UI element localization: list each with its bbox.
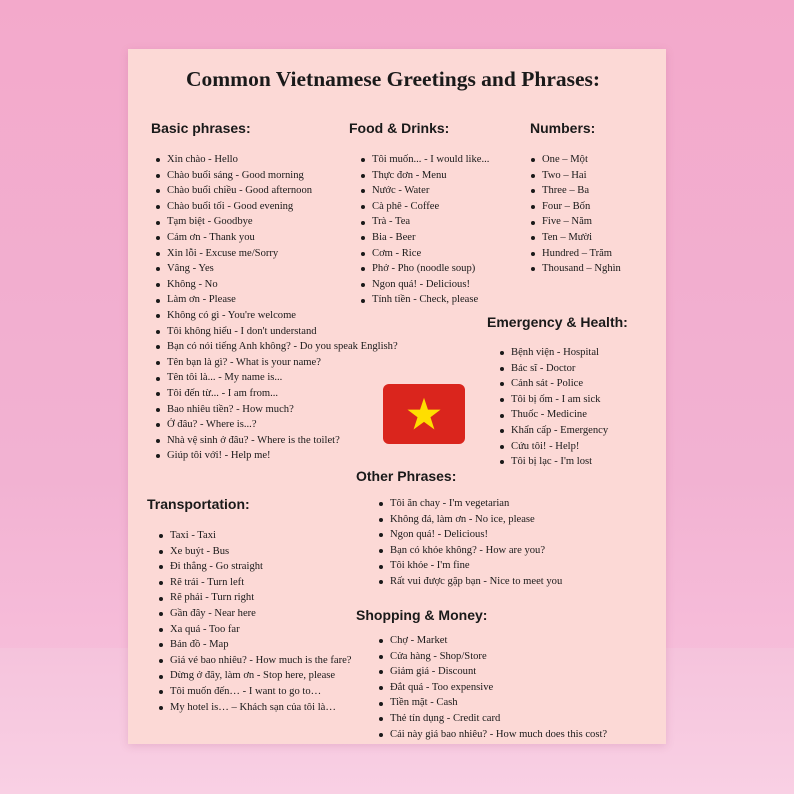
list-item: Tính tiền - Check, please bbox=[361, 292, 489, 308]
list-item: Phở - Pho (noodle soup) bbox=[361, 261, 489, 277]
list-item: Tiền mặt - Cash bbox=[379, 695, 607, 711]
list-item: Bạn có nói tiếng Anh không? - Do you speak English? bbox=[156, 339, 398, 355]
list-item: Giá vé bao nhiêu? - How much is the fare? bbox=[159, 653, 352, 669]
list-item: Nước - Water bbox=[361, 183, 489, 199]
section-heading-shopping: Shopping & Money: bbox=[356, 607, 488, 623]
section-heading-transport: Transportation: bbox=[147, 496, 250, 512]
list-item: Xa quá - Too far bbox=[159, 622, 352, 638]
list-item: Dừng ở đây, làm ơn - Stop here, please bbox=[159, 668, 352, 684]
list-emergency bbox=[500, 345, 608, 470]
list-transport bbox=[159, 528, 352, 715]
section-heading-basic: Basic phrases: bbox=[151, 120, 251, 136]
list-item: One – Một bbox=[531, 152, 621, 168]
list-item: Rẽ phải - Turn right bbox=[159, 590, 352, 606]
list-item: Giúp tôi với! - Help me! bbox=[156, 448, 398, 464]
vietnam-flag bbox=[383, 384, 465, 444]
list-food bbox=[361, 152, 489, 308]
list-item: Đắt quá - Too expensive bbox=[379, 680, 607, 696]
list-item: Bạn có khỏe không? - How are you? bbox=[379, 543, 562, 559]
list-item: Tạm biệt - Goodbye bbox=[156, 214, 398, 230]
list-item: Thuốc - Medicine bbox=[500, 407, 608, 423]
list-item: Hundred – Trăm bbox=[531, 246, 621, 262]
list-item: Chợ - Market bbox=[379, 633, 607, 649]
phrase-sheet bbox=[128, 49, 666, 744]
list-item: Taxi - Taxi bbox=[159, 528, 352, 544]
list-item: Tôi khỏe - I'm fine bbox=[379, 558, 562, 574]
list-item: Làm ơn - Please bbox=[156, 292, 398, 308]
list-item: Cảnh sát - Police bbox=[500, 376, 608, 392]
list-item: Bia - Beer bbox=[361, 230, 489, 246]
section-heading-other: Other Phrases: bbox=[356, 468, 457, 484]
star-icon bbox=[406, 396, 442, 432]
list-item: Ngon quá! - Delicious! bbox=[361, 277, 489, 293]
list-item: Ở đâu? - Where is...? bbox=[156, 417, 398, 433]
list-item: Chào buổi tối - Good evening bbox=[156, 199, 398, 215]
list-item: Trà - Tea bbox=[361, 214, 489, 230]
list-item: Xe buýt - Bus bbox=[159, 544, 352, 560]
section-heading-emergency: Emergency & Health: bbox=[487, 314, 628, 330]
list-item: Tên tôi là... - My name is... bbox=[156, 370, 398, 386]
list-item: Không đá, làm ơn - No ice, please bbox=[379, 512, 562, 528]
list-item: Cơm - Rice bbox=[361, 246, 489, 262]
list-item: Cứu tôi! - Help! bbox=[500, 439, 608, 455]
list-item: Bác sĩ - Doctor bbox=[500, 361, 608, 377]
page-title: Common Vietnamese Greetings and Phrases: bbox=[186, 67, 601, 91]
section-heading-food: Food & Drinks: bbox=[349, 120, 450, 136]
list-item: Xin chào - Hello bbox=[156, 152, 398, 168]
list-item: Giảm giá - Discount bbox=[379, 664, 607, 680]
list-item: Khẩn cấp - Emergency bbox=[500, 423, 608, 439]
list-item: Không - No bbox=[156, 277, 398, 293]
list-item: Ten – Mười bbox=[531, 230, 621, 246]
list-numbers bbox=[531, 152, 621, 277]
list-item: Cửa hàng - Shop/Store bbox=[379, 649, 607, 665]
list-item: Không có gì - You're welcome bbox=[156, 308, 398, 324]
list-item: Cà phê - Coffee bbox=[361, 199, 489, 215]
list-item: Vâng - Yes bbox=[156, 261, 398, 277]
list-item: Four – Bốn bbox=[531, 199, 621, 215]
list-item: Rẽ trái - Turn left bbox=[159, 575, 352, 591]
list-other bbox=[379, 496, 562, 590]
list-item: Bao nhiêu tiền? - How much? bbox=[156, 402, 398, 418]
list-shopping bbox=[379, 633, 607, 742]
list-item: Bệnh viện - Hospital bbox=[500, 345, 608, 361]
list-item: My hotel is… – Khách sạn của tôi là… bbox=[159, 700, 352, 716]
list-item: Rất vui được gặp bạn - Nice to meet you bbox=[379, 574, 562, 590]
list-item: Tôi bị lạc - I'm lost bbox=[500, 454, 608, 470]
list-item: Chào buổi sáng - Good morning bbox=[156, 168, 398, 184]
list-item: Tôi muốn đến… - I want to go to… bbox=[159, 684, 352, 700]
list-item: Gần đây - Near here bbox=[159, 606, 352, 622]
list-item: Chào buổi chiều - Good afternoon bbox=[156, 183, 398, 199]
list-item: Xin lỗi - Excuse me/Sorry bbox=[156, 246, 398, 262]
list-item: Tôi ăn chay - I'm vegetarian bbox=[379, 496, 562, 512]
list-item: Tôi bị ốm - I am sick bbox=[500, 392, 608, 408]
list-item: Cảm ơn - Thank you bbox=[156, 230, 398, 246]
list-item: Nhà vệ sinh ở đâu? - Where is the toilet? bbox=[156, 433, 398, 449]
list-item: Thực đơn - Menu bbox=[361, 168, 489, 184]
list-item: Đi thẳng - Go straight bbox=[159, 559, 352, 575]
list-item: Thẻ tín dụng - Credit card bbox=[379, 711, 607, 727]
list-item: Tôi không hiểu - I don't understand bbox=[156, 324, 398, 340]
list-item: Bản đồ - Map bbox=[159, 637, 352, 653]
list-item: Tôi đến từ... - I am from... bbox=[156, 386, 398, 402]
list-item: Thousand – Nghìn bbox=[531, 261, 621, 277]
list-item: Two – Hai bbox=[531, 168, 621, 184]
list-item: Tên bạn là gì? - What is your name? bbox=[156, 355, 398, 371]
list-item: Ngon quá! - Delicious! bbox=[379, 527, 562, 543]
list-item: Five – Năm bbox=[531, 214, 621, 230]
list-item: Three – Ba bbox=[531, 183, 621, 199]
list-item: Tôi muốn... - I would like... bbox=[361, 152, 489, 168]
section-heading-numbers: Numbers: bbox=[530, 120, 596, 136]
list-item: Cái này giá bao nhiêu? - How much does this cost? bbox=[379, 727, 607, 743]
